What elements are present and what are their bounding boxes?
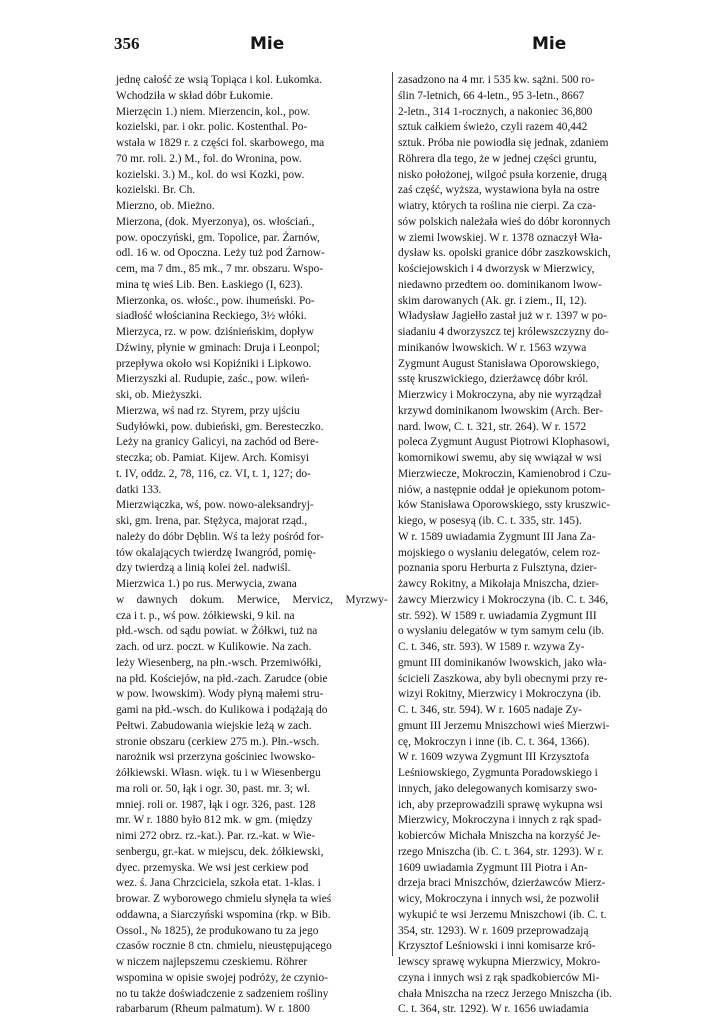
text-line: Mierzyszki al. Rudupie, zaśc., pow. wileń- — [116, 373, 310, 386]
text-line: zasadzono na 4 mr. i 535 kw. sążni. 500 ro- — [398, 74, 595, 86]
text-line: wicy, Mokroczyna i innych wsi, że pozwolił — [398, 893, 599, 905]
text-line: 1609 uwiadamia Zygmunt III Piotra i An- — [398, 861, 588, 874]
text-line: browar. Z wyborowego chmielu słynęła ta wieś — [116, 893, 332, 905]
text-line: skim darowanych (Ak. gr. i ziem., II, 12). — [398, 294, 587, 307]
text-line: w niczem najlepszemu czeskiemu. Röhrer — [116, 956, 308, 968]
text-line: sstę kruszwickiego, dzierżawcę dóbr król. — [398, 373, 589, 386]
text-line: w dawnych dokum. Merwice, Mervicz, Myrzwy- — [116, 593, 388, 606]
text-line: jednę całość ze wsią Topiąca i kol. Łukomka. — [116, 74, 322, 86]
running-headword-right: Mie — [532, 34, 567, 54]
text-line: str. 592). W 1589 r. uwiadamia Zygmunt III — [398, 609, 597, 622]
text-line: siadłość włościanina Reckiego, 3½ włóki. — [116, 310, 307, 323]
text-line: gmunt III dominikanów lwowskich, jako wła- — [398, 656, 607, 669]
text-line: wykupić te wsi Jerzemu Mniszchowi (ib. C. t. — [398, 908, 607, 921]
text-line: stronie obszaru (cerkiew 275 m.). Płn.-wsch. — [116, 735, 320, 748]
text-line: chała Mniszcha na rzecz Jerzego Mniszcha (ib. — [398, 987, 612, 1000]
text-line: niedawno przedtem oo. dominikanom lwow- — [398, 278, 602, 291]
text-line: czyna i innych wsi z rąk spadkobierców Mi- — [398, 971, 600, 984]
text-line: Mierzonka, os. włośc., pow. ihumeński. Po- — [116, 294, 315, 307]
text-line: ków Stanisława Oporowskiego, ssty kruszwic- — [398, 499, 611, 512]
text-line: dyec. przemyska. We wsi jest cerkiew pod — [116, 861, 309, 874]
text-line: C. t. 346, str. 593). W 1589 r. wzywa Zy- — [398, 641, 585, 653]
text-line: minikanów lwowskich. W r. 1563 wzywa — [398, 341, 587, 354]
text-line: Wchodziła w skład dóbr Łukomie. — [116, 89, 274, 102]
right-text-column — [398, 73, 670, 1016]
text-line: ścicieli Zaszkowa, aby byli obecnymi przy re- — [398, 672, 608, 685]
text-line: wez. ś. Jana Chrzciciela, szkoła etat. 1-klas. i — [116, 877, 321, 890]
text-line: ich, aby przeprowadzili sprawę wykupna wsi — [398, 798, 603, 811]
text-line: gami na płd.-wsch. do Kulikowa i podążają do — [116, 704, 328, 716]
text-line: na płd. Kościejów, na płd.-zach. Zarudce (obie — [116, 672, 328, 685]
text-line: kozielski, par. i okr. polic. Kostenthal. Po- — [116, 121, 308, 134]
text-line: kozielski. Br. Ch. — [116, 184, 196, 197]
text-line: Mierzona, (dok. Myerzonya), os. włościań., — [116, 215, 315, 228]
left-text-column — [116, 73, 388, 1016]
text-line: nimi 272 obrz. rz.-kat.). Par. rz.-kat. w Wie- — [116, 830, 316, 842]
text-line: przepływa około wsi Kopiźniki i Lipkowo. — [116, 357, 312, 370]
text-line: Dźwiny, płynie w gminach: Druja i Leonpol; — [116, 341, 320, 354]
text-line: o wysłaniu delegatów w tym samym celu (ib. — [398, 625, 605, 638]
text-line: Mierzwicy, Mokroczyna i innych z rąk spad- — [398, 814, 602, 827]
text-line: ski, ob. Mieżyszki. — [116, 389, 203, 401]
text-line: nisko położonej, wilgoć psuła korzenie, drugą — [398, 168, 607, 181]
text-line: C. t. 364, str. 1292). W r. 1656 uwiadamia — [398, 1003, 589, 1016]
text-line: nard. lwow, C. t. 321, str. 264). W r. 1572 — [398, 420, 587, 433]
text-line: płd.-wsch. od sądu powiat. w Żółkwi, tuż na — [116, 625, 318, 638]
text-line: krzywd dominikanom lwowskim (Arch. Ber- — [398, 404, 603, 417]
text-line: ślin 7-letnich, 66 4-letn., 95 3-letn., 8667 — [398, 89, 585, 102]
page-number: 356 — [114, 34, 140, 53]
text-line: wiatry, których ta roślina nie cierpi. Za cza- — [398, 200, 597, 212]
text-line: Mierzno, ob. Mieżno. — [116, 200, 215, 212]
text-line: Ossol., № 1825), że produkowano tu za jego — [116, 924, 319, 937]
text-line: lewscy sprawę wykupna Mierzwicy, Mokro- — [398, 956, 601, 968]
text-line: mr. W r. 1880 było 812 mk. w gm. (między — [116, 814, 313, 827]
text-line: dzy twierdzą a linią kolei żel. nadwiśl. — [116, 562, 291, 575]
text-line: sów polskich należała wieś do dóbr koronnych — [398, 215, 611, 228]
text-line: Leśniowskiego, Zygmunta Poradowskiego i — [398, 767, 598, 779]
text-line: zach. od urz. poczt. w Kulikowie. Na zach. — [116, 641, 312, 653]
text-line: cza i t. p., wś pow. żółkiewski, 9 kil. na — [116, 609, 295, 622]
text-line: Mierzwicy i Mokroczyna, aby nie wyrządzał — [398, 389, 602, 401]
text-line: Mierzwica 1.) po rus. Merwycia, zwana — [116, 578, 297, 590]
text-line: Mierzwa, wś nad rz. Styrem, przy ujściu — [116, 404, 300, 417]
text-line: czasów rocznie 8 ctn. chmielu, nieustępującego — [116, 940, 332, 953]
text-line: tów okalających twierdzę Iwangród, pomię- — [116, 546, 317, 559]
text-line: t. IV, oddz. 2, 78, 116, cz. VI, t. 1, 127; do- — [116, 467, 311, 480]
text-line: senbergu, gr.-kat. w miejscu, dek. żółkiewski, — [116, 845, 324, 858]
text-line: zaś część, wyższa, wystawiona była na ostre — [398, 184, 600, 197]
text-line: sztuk. Próba nie powiodła się jednak, zdaniem — [398, 137, 609, 149]
text-line: Krzysztof Leśniowski i inni komisarze kró- — [398, 940, 596, 953]
text-line: W r. 1589 uwiadamia Zygmunt III Jana Za- — [398, 530, 596, 543]
text-line: w pow. lwowskim). Wody płyną małemi stru- — [116, 688, 324, 701]
text-line: mojskiego o wysłaniu delegatów, celem roz- — [398, 546, 601, 559]
column-divider — [392, 72, 393, 956]
text-line: kiego, w posesyą (ib. C. t. 335, str. 145). — [398, 515, 582, 527]
text-line: Mierzwiecze, Mokroczin, Kamienobrod i Czu- — [398, 467, 611, 480]
text-line: kobierców Michała Mniszcha na korzyść Je- — [398, 830, 601, 842]
text-line: mina tę wieś Lib. Ben. Łaskiego (I, 623). — [116, 278, 303, 291]
text-line: kozielski. 3.) M., kol. do wsi Kozki, pow. — [116, 168, 305, 181]
text-line: mniej. roli or. 1987, łąk i ogr. 326, past. 128 — [116, 798, 316, 811]
text-line: 2-letn., 314 1-rocznych, a nakoniec 36,800 — [398, 105, 593, 118]
text-line: poleca Zygmunt August Piotrowi Klophasowi, — [398, 436, 610, 449]
text-line: 354, str. 1293). W r. 1609 przeprowadzają — [398, 924, 589, 937]
text-line: sztuk całkiem świeżo, czyli razem 40,442 — [398, 121, 588, 134]
text-line: no tu także doświadczenie z sadzeniem rośliny — [116, 987, 329, 1000]
text-line: rabarbarum (Rheum palmatum). W r. 1800 — [116, 1003, 310, 1016]
text-line: ma roli or. 50, łąk i ogr. 30, past. mr. 3; wł. — [116, 782, 311, 795]
text-line: niów, a następnie oddał je opiekunom potom- — [398, 483, 605, 496]
text-line: ski, gm. Irena, par. Stężyca, majorat rząd., — [116, 515, 308, 527]
text-line: wizyi Rokitny, Mierzwicy i Mokroczyna (ib. — [398, 688, 602, 701]
text-line: innych, jako delegowanych komisarzy swo- — [398, 782, 598, 795]
text-line: Zygmunt August Stanisława Oporowskiego, — [398, 357, 600, 370]
text-line: komornikowi swemu, aby się wwiązał w wsi — [398, 452, 602, 464]
text-line: cę, Mokroczyn i inne (ib. C. t. 364, 1366). — [398, 735, 590, 748]
text-line: siadaniu 4 dworzyszcz tej królewszczyzny do- — [398, 326, 609, 338]
text-line: Leży na granicy Galicyi, na zachód od Bere- — [116, 436, 319, 449]
text-line: narożnik wsi przerzyna gościniec lwowsko- — [116, 751, 316, 764]
text-line: C. t. 346, str. 594). W r. 1605 nadaje Zy- — [398, 704, 582, 716]
text-line: odl. 16 w. od Opoczna. Leży tuż pod Żarnow- — [116, 247, 325, 260]
text-line: 70 mr. roli. 2.) M., fol. do Wronina, pow. — [116, 152, 302, 165]
text-line: rzego Mniszcha (ib. C. t. 364, str. 1293). W r. — [398, 845, 604, 858]
text-line: Pełtwi. Zabudowania wiejskie leżą w zach. — [116, 719, 312, 732]
text-line: Mierzyca, rz. w pow. dziśnieńskim, dopływ — [116, 326, 315, 338]
text-line: Władysław Jagiełło zastał już w r. 1397 w po- — [398, 310, 607, 323]
text-line: żawcy Rokitny, a Mikołaja Mniszcha, dzier- — [398, 578, 599, 590]
page-header — [114, 34, 686, 58]
text-line: żawcy Mierzwicy i Mokroczyna (ib. C. t. 346, — [398, 593, 609, 606]
text-line: wstała w 1829 r. z części fol. skarbowego, ma — [116, 137, 325, 149]
text-line: żółkiewski. Własn. więk. tu i w Wiesenbergu — [116, 767, 321, 779]
text-line: leży Wiesenberg, na płn.-wsch. Przemiwółki, — [116, 656, 322, 669]
text-line: Röhrera dla tego, że w jednej części gruntu, — [398, 152, 597, 165]
text-line: cem, ma 7 dm., 85 mk., 7 mr. obszaru. Wspo- — [116, 263, 324, 275]
text-line: dysław ks. opolski granice dóbr zaszkowskich, — [398, 247, 611, 260]
text-line: oddawna, a Siarczyński wspomina (rkp. w Bib. — [116, 908, 331, 921]
text-line: drzeja braci Mniszchów, dzierżawców Mierz- — [398, 877, 606, 890]
text-line: steczka; ob. Pamiat. Kijew. Arch. Komisyi — [116, 452, 310, 464]
text-line: Mierzęcin 1.) niem. Mierzencin, kol., pow. — [116, 105, 311, 118]
text-line: Mierzwiączka, wś, pow. nowo-aleksandryj- — [116, 499, 314, 512]
text-line: w ziemi lwowskiej. W r. 1378 oznaczył Wła- — [398, 231, 603, 244]
text-line: W r. 1609 wzywa Zygmunt III Krzysztofa — [398, 751, 590, 764]
running-headword-left: Mie — [250, 34, 285, 54]
text-line: pow. opoczyński, gm. Topolice, par. Żarnów, — [116, 231, 320, 244]
text-line: wspomina w opisie swojej podróży, że czynio- — [116, 971, 328, 984]
text-line: datki 133. — [116, 483, 162, 496]
text-line: należy do dóbr Dęblin. Wś ta leży pośród for- — [116, 530, 324, 543]
text-line: Sudyłówki, pow. dubieński, gm. Beresteczko. — [116, 420, 324, 433]
text-line: kościejowskich i 4 dworzysk w Mierzwicy, — [398, 263, 595, 275]
text-line: gmunt III Jerzemu Mniszchowi wieś Mierzwi- — [398, 719, 610, 732]
text-line: poznania sporu Herburta z Fulsztyna, dzier- — [398, 562, 597, 575]
